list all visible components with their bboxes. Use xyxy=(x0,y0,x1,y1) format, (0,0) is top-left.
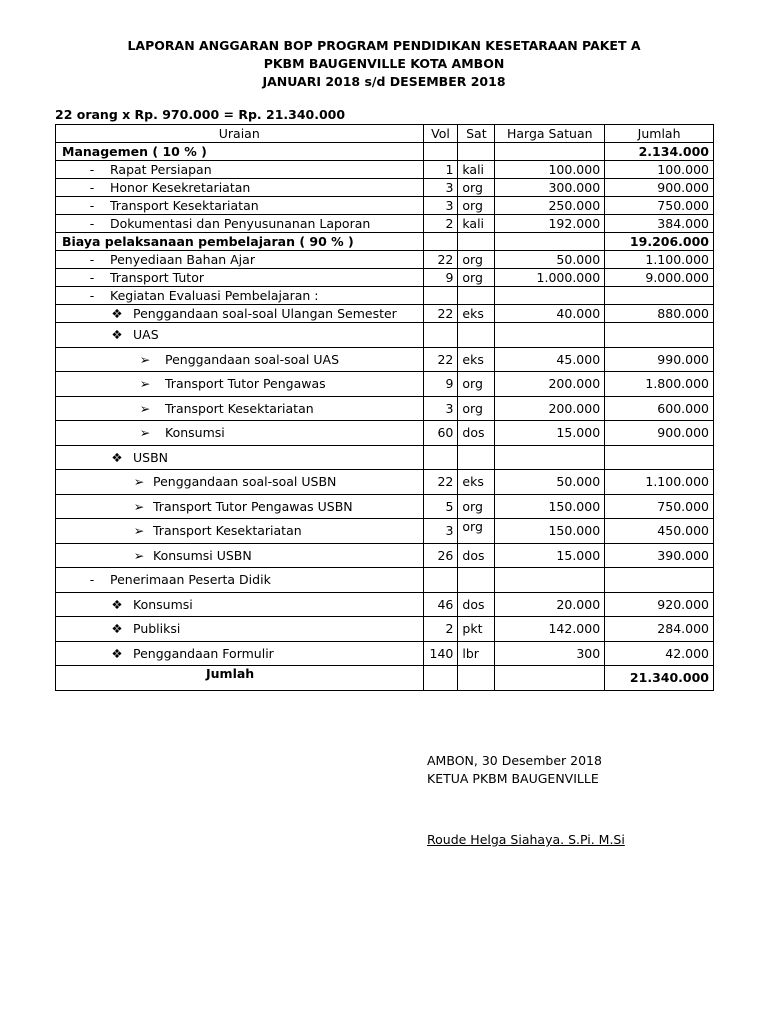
table-row xyxy=(56,396,714,421)
col-jumlah: Jumlah xyxy=(605,125,714,143)
row-harga: 192.000 xyxy=(495,215,605,233)
table-row xyxy=(56,494,714,519)
row-sat: kali xyxy=(458,215,495,233)
row-jumlah xyxy=(605,287,714,305)
row-jumlah: 880.000 xyxy=(605,305,714,323)
row-jumlah: 900.000 xyxy=(605,179,714,197)
budget-table xyxy=(55,124,714,691)
row-jumlah: 384.000 xyxy=(605,215,714,233)
row-harga: 200.000 xyxy=(495,396,605,421)
row-vol: 3 xyxy=(423,396,458,421)
row-uraian: ➢ Penggandaan soal-soal UAS xyxy=(56,347,424,372)
row-harga: 15.000 xyxy=(495,421,605,446)
col-harga-satuan: Harga Satuan xyxy=(495,125,605,143)
report-title: LAPORAN ANGGARAN BOP PROGRAM PENDIDIKAN KESETARAAN PAKET A xyxy=(127,38,641,53)
dash-bullet: - xyxy=(89,270,95,285)
row-sat: org xyxy=(458,519,495,544)
row-vol: 22 xyxy=(423,251,458,269)
row-jumlah: 750.000 xyxy=(605,197,714,215)
row-jumlah: 284.000 xyxy=(605,617,714,642)
total-label: Jumlah xyxy=(56,666,424,691)
row-jumlah: 750.000 xyxy=(605,494,714,519)
row-vol: 1 xyxy=(423,161,458,179)
row-harga: 142.000 xyxy=(495,617,605,642)
row-uraian: ❖ USBN xyxy=(56,445,424,470)
row-sat: kali xyxy=(458,161,495,179)
row-vol xyxy=(423,143,458,161)
row-uraian: - Honor Kesekretariatan xyxy=(56,179,424,197)
row-vol: 140 xyxy=(423,641,458,666)
table-row xyxy=(56,269,714,287)
row-harga xyxy=(495,233,605,251)
row-uraian: ➢ Transport Tutor Pengawas USBN xyxy=(56,494,424,519)
row-sat: org xyxy=(458,251,495,269)
budget-summary: 22 orang x Rp. 970.000 = Rp. 21.340.000 xyxy=(55,107,346,122)
row-harga xyxy=(495,445,605,470)
table-row xyxy=(56,347,714,372)
row-vol xyxy=(423,287,458,305)
row-harga: 20.000 xyxy=(495,592,605,617)
arrow-bullet-icon: ➢ xyxy=(139,376,151,392)
row-harga xyxy=(495,287,605,305)
row-uraian: - Kegiatan Evaluasi Pembelajaran : xyxy=(56,287,424,305)
diamond-bullet-icon: ❖ xyxy=(111,596,123,612)
row-sat: eks xyxy=(458,347,495,372)
row-sat: dos xyxy=(458,543,495,568)
arrow-bullet-icon: ➢ xyxy=(139,400,151,416)
table-row xyxy=(56,372,714,397)
arrow-bullet-icon: ➢ xyxy=(139,425,151,441)
diamond-bullet-icon: ❖ xyxy=(111,449,123,465)
row-vol xyxy=(423,568,458,593)
report-period: JANUARI 2018 s/d DESEMBER 2018 xyxy=(262,74,506,89)
row-vol: 60 xyxy=(423,421,458,446)
row-sat: pkt xyxy=(458,617,495,642)
row-jumlah: 990.000 xyxy=(605,347,714,372)
dash-bullet: - xyxy=(89,288,95,303)
table-row xyxy=(56,592,714,617)
row-sat: lbr xyxy=(458,641,495,666)
row-jumlah: 100.000 xyxy=(605,161,714,179)
row-harga: 300.000 xyxy=(495,179,605,197)
row-uraian: - Penyediaan Bahan Ajar xyxy=(56,251,424,269)
row-vol: 2 xyxy=(423,215,458,233)
table-row xyxy=(56,543,714,568)
row-uraian: ➢ Transport Tutor Pengawas xyxy=(56,372,424,397)
row-harga: 40.000 xyxy=(495,305,605,323)
row-jumlah: 450.000 xyxy=(605,519,714,544)
row-uraian: - Rapat Persiapan xyxy=(56,161,424,179)
row-jumlah: 9.000.000 xyxy=(605,269,714,287)
row-harga xyxy=(495,143,605,161)
arrow-bullet-icon: ➢ xyxy=(133,498,145,514)
table-row xyxy=(56,470,714,495)
report-header xyxy=(0,37,768,91)
row-jumlah: 920.000 xyxy=(605,592,714,617)
table-row xyxy=(56,287,714,305)
row-vol: 9 xyxy=(423,269,458,287)
signature-block xyxy=(427,752,602,788)
row-uraian: - Dokumentasi dan Penyusunanan Laporan xyxy=(56,215,424,233)
row-sat: eks xyxy=(458,305,495,323)
row-sat xyxy=(458,445,495,470)
table-row xyxy=(56,179,714,197)
row-vol xyxy=(423,445,458,470)
dash-bullet: - xyxy=(89,180,95,195)
row-harga xyxy=(495,323,605,348)
section-row-managemen xyxy=(56,143,714,161)
row-sat: org xyxy=(458,372,495,397)
row-uraian: - Transport Kesektariatan xyxy=(56,197,424,215)
table-row xyxy=(56,421,714,446)
row-uraian: - Transport Tutor xyxy=(56,269,424,287)
row-sat xyxy=(458,233,495,251)
row-jumlah: 600.000 xyxy=(605,396,714,421)
row-harga: 250.000 xyxy=(495,197,605,215)
table-row xyxy=(56,617,714,642)
row-harga: 45.000 xyxy=(495,347,605,372)
row-jumlah: 2.134.000 xyxy=(605,143,714,161)
total-harga xyxy=(495,666,605,691)
row-harga: 100.000 xyxy=(495,161,605,179)
total-sat xyxy=(458,666,495,691)
row-uraian: ➢ Konsumsi xyxy=(56,421,424,446)
row-jumlah xyxy=(605,445,714,470)
row-jumlah: 390.000 xyxy=(605,543,714,568)
row-uraian: ❖ UAS xyxy=(56,323,424,348)
table-header-row xyxy=(56,125,714,143)
table-row xyxy=(56,305,714,323)
col-vol: Vol xyxy=(423,125,458,143)
row-harga: 200.000 xyxy=(495,372,605,397)
row-uraian: ❖ Penggandaan Formulir xyxy=(56,641,424,666)
row-vol: 26 xyxy=(423,543,458,568)
row-harga: 15.000 xyxy=(495,543,605,568)
row-vol: 9 xyxy=(423,372,458,397)
row-sat xyxy=(458,323,495,348)
row-sat: org xyxy=(458,179,495,197)
dash-bullet: - xyxy=(89,252,95,267)
arrow-bullet-icon: ➢ xyxy=(133,474,145,490)
table-row xyxy=(56,197,714,215)
row-uraian: Biaya pelaksanaan pembelajaran ( 90 % ) xyxy=(56,233,424,251)
row-jumlah: 1.800.000 xyxy=(605,372,714,397)
col-uraian: Uraian xyxy=(56,125,424,143)
row-harga: 150.000 xyxy=(495,519,605,544)
row-uraian: ❖ Publiksi xyxy=(56,617,424,642)
arrow-bullet-icon: ➢ xyxy=(133,523,145,539)
row-jumlah: 1.100.000 xyxy=(605,470,714,495)
row-jumlah: 42.000 xyxy=(605,641,714,666)
table-row xyxy=(56,445,714,470)
table-row xyxy=(56,568,714,593)
place-date: AMBON, 30 Desember 2018 xyxy=(427,753,602,768)
row-vol: 22 xyxy=(423,470,458,495)
row-sat: org xyxy=(458,269,495,287)
row-uraian: ❖ Konsumsi xyxy=(56,592,424,617)
row-harga: 50.000 xyxy=(495,251,605,269)
table-row xyxy=(56,215,714,233)
row-jumlah xyxy=(605,323,714,348)
row-harga: 50.000 xyxy=(495,470,605,495)
row-uraian: - Penerimaan Peserta Didik xyxy=(56,568,424,593)
row-sat: dos xyxy=(458,421,495,446)
row-jumlah: 1.100.000 xyxy=(605,251,714,269)
row-jumlah: 19.206.000 xyxy=(605,233,714,251)
total-row xyxy=(56,666,714,691)
row-uraian: Managemen ( 10 % ) xyxy=(56,143,424,161)
row-vol: 2 xyxy=(423,617,458,642)
total-vol xyxy=(423,666,458,691)
row-jumlah: 900.000 xyxy=(605,421,714,446)
table-row xyxy=(56,641,714,666)
row-vol xyxy=(423,323,458,348)
row-sat xyxy=(458,287,495,305)
table-row xyxy=(56,519,714,544)
row-vol: 5 xyxy=(423,494,458,519)
row-vol xyxy=(423,233,458,251)
diamond-bullet-icon: ❖ xyxy=(111,306,123,321)
diamond-bullet-icon: ❖ xyxy=(111,327,123,343)
total-jumlah: 21.340.000 xyxy=(605,666,714,691)
row-vol: 22 xyxy=(423,347,458,372)
table-row xyxy=(56,161,714,179)
dash-bullet: - xyxy=(89,572,95,588)
diamond-bullet-icon: ❖ xyxy=(111,645,123,661)
row-jumlah xyxy=(605,568,714,593)
diamond-bullet-icon: ❖ xyxy=(111,621,123,637)
row-sat: org xyxy=(458,396,495,421)
signatory-name: Roude Helga Siahaya. S.Pi. M.Si xyxy=(427,832,625,847)
row-uraian: ➢ Transport Kesektariatan xyxy=(56,519,424,544)
row-sat xyxy=(458,143,495,161)
row-uraian: ➢ Penggandaan soal-soal USBN xyxy=(56,470,424,495)
arrow-bullet-icon: ➢ xyxy=(133,547,145,563)
row-vol: 3 xyxy=(423,197,458,215)
signatory-position: KETUA PKBM BAUGENVILLE xyxy=(427,771,599,786)
row-harga: 150.000 xyxy=(495,494,605,519)
row-harga: 300 xyxy=(495,641,605,666)
row-harga xyxy=(495,568,605,593)
row-uraian: ❖ Penggandaan soal-soal Ulangan Semester xyxy=(56,305,424,323)
col-sat: Sat xyxy=(458,125,495,143)
section-row-biaya-pembelajaran xyxy=(56,233,714,251)
row-sat xyxy=(458,568,495,593)
row-harga: 1.000.000 xyxy=(495,269,605,287)
row-uraian: ➢ Konsumsi USBN xyxy=(56,543,424,568)
row-uraian: ➢ Transport Kesektariatan xyxy=(56,396,424,421)
row-sat: dos xyxy=(458,592,495,617)
report-institution: PKBM BAUGENVILLE KOTA AMBON xyxy=(263,56,505,71)
row-vol: 22 xyxy=(423,305,458,323)
dash-bullet: - xyxy=(89,162,95,177)
table-row xyxy=(56,323,714,348)
dash-bullet: - xyxy=(89,198,95,213)
row-sat: org xyxy=(458,494,495,519)
row-sat: eks xyxy=(458,470,495,495)
dash-bullet: - xyxy=(89,216,95,231)
row-vol: 3 xyxy=(423,179,458,197)
table-row xyxy=(56,251,714,269)
row-vol: 3 xyxy=(423,519,458,544)
arrow-bullet-icon: ➢ xyxy=(139,351,151,367)
row-sat: org xyxy=(458,197,495,215)
row-vol: 46 xyxy=(423,592,458,617)
